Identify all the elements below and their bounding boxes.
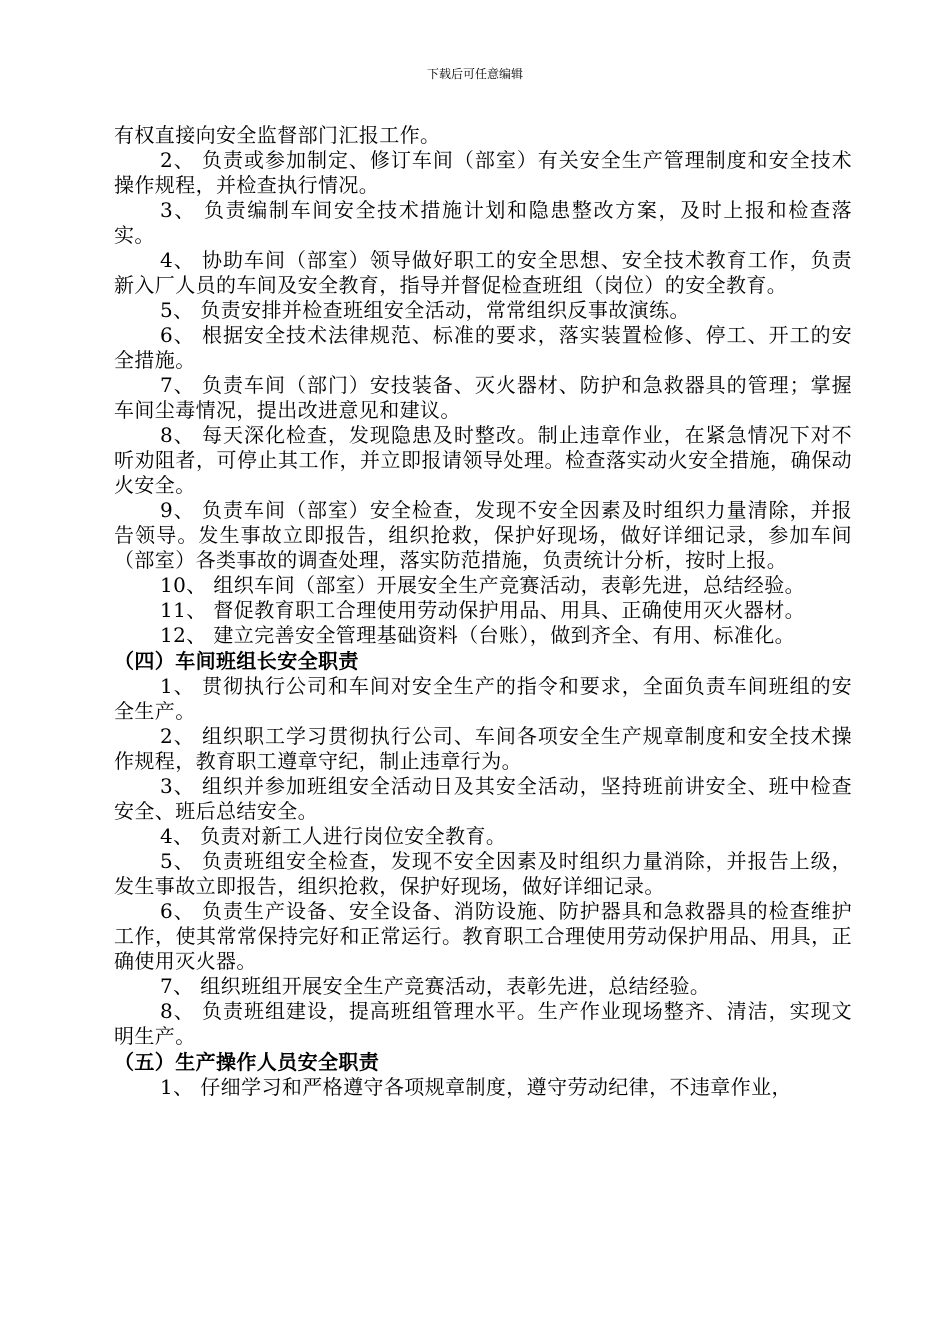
list-item-paragraph: 6、 负责生产设备、安全设备、消防设施、防护器具和急救器具的检查维护工作，使其常常保持完好和正常运行。教育职工合理使用劳动保护用品、用具，正确使用灭火器。 <box>114 899 852 973</box>
list-item-paragraph: 5、 负责安排并检查班组安全活动，常常组织反事故演练。 <box>160 298 690 322</box>
section-heading: （五）生产操作人员安全职责 <box>114 1050 380 1074</box>
list-item-paragraph: 3、 组织并参加班组安全活动日及其安全活动，坚持班前讲安全、班中检查安全、班后总结安全。 <box>114 774 852 823</box>
list-item-paragraph: 12、 建立完善安全管理基础资料（台账），做到齐全、有用、标准化。 <box>160 623 796 647</box>
list-item-paragraph: 7、 负责车间（部门）安技装备、灭火器材、防护和急救器具的管理；掌握车间尘毒情况，提出改进意见和建议。 <box>114 373 852 422</box>
section-heading: （四）车间班组长安全职责 <box>114 649 359 673</box>
list-item-paragraph: 3、 负责编制车间安全技术措施计划和隐患整改方案，及时上报和检查落实。 <box>114 198 852 247</box>
list-item-paragraph: 1、 仔细学习和严格遵守各项规章制度，遵守劳动纪律，不违章作业， <box>160 1075 792 1099</box>
list-item-paragraph: 2、 负责或参加制定、修订车间（部室）有关安全生产管理制度和安全技术操作规程，并检查执行情况。 <box>114 148 852 197</box>
document-body <box>114 123 852 1100</box>
list-item-paragraph: 4、 负责对新工人进行岗位安全教育。 <box>160 824 507 848</box>
list-item-paragraph: 8、 每天深化检查，发现隐患及时整改。制止违章作业，在紧急情况下对不听劝阻者，可停止其工作，并立即报请领导处理。检查落实动火安全措施，确保动火安全。 <box>114 423 852 497</box>
list-item-paragraph: 5、 负责班组安全检查，发现不安全因素及时组织力量消除，并报告上级，发生事故立即报告，组织抢救，保护好现场，做好详细记录。 <box>114 849 852 898</box>
list-item-paragraph: 10、 组织车间（部室）开展安全生产竞赛活动，表彰先进，总结经验。 <box>160 573 806 597</box>
list-item-paragraph: 1、 贯彻执行公司和车间对安全生产的指令和要求，全面负责车间班组的安全生产。 <box>114 674 852 723</box>
list-item-paragraph: 4、 协助车间（部室）领导做好职工的安全思想、安全技术教育工作，负责新入厂人员的车间及安全教育，指导并督促检查班组（岗位）的安全教育。 <box>114 248 852 297</box>
continued-paragraph: 有权直接向安全监督部门汇报工作。 <box>114 123 441 147</box>
list-item-paragraph: 6、 根据安全技术法律规范、标准的要求，落实装置检修、停工、开工的安全措施。 <box>114 323 852 372</box>
list-item-paragraph: 9、 负责车间（部室）安全检查，发现不安全因素及时组织力量清除，并报告领导。发生事故立即报告，组织抢救，保护好现场，做好详细记录，参加车间（部室）各类事故的调查处理，落实防范措施，负责统计分析，按时上报。 <box>114 498 852 572</box>
page-header: 下载后可任意编辑 <box>426 67 523 81</box>
list-item-paragraph: 8、 负责班组建设，提高班组管理水平。生产作业现场整齐、清洁，实现文明生产。 <box>114 999 852 1048</box>
list-item-paragraph: 11、 督促教育职工合理使用劳动保护用品、用具、正确使用灭火器材。 <box>160 598 806 622</box>
list-item-paragraph: 2、 组织职工学习贯彻执行公司、车间各项安全生产规章制度和安全技术操作规程，教育职工遵章守纪，制止违章行为。 <box>114 724 852 773</box>
list-item-paragraph: 7、 组织班组开展安全生产竞赛活动，表彰先进，总结经验。 <box>160 974 711 998</box>
